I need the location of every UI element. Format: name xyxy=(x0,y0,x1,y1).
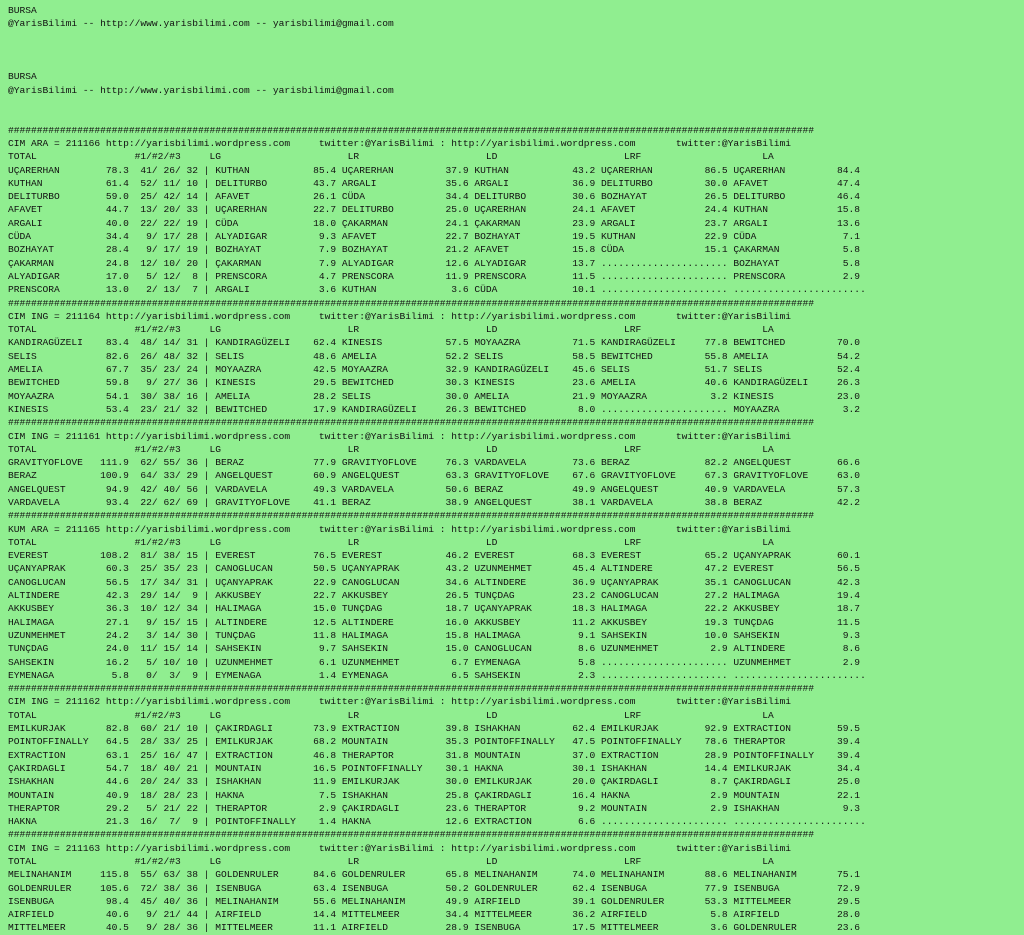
document-line: KINESIS 53.4 23/ 21/ 32 | BEWITCHED 17.9 KANDIRAGÜZELI 26.3 BEWITCHED 8.0 ...................... MOYAAZRA 3.2 xyxy=(8,403,861,415)
document-line: TOTAL #1/#2/#3 LG LR LD LRF LA xyxy=(8,324,774,336)
document-line: EYMENAGA 5.8 0/ 3/ 9 | EYMENAGA 1.4 EYMENAGA 6.5 SAHSEKIN 2.3 ...................... ....................... xyxy=(8,669,866,681)
document-line: ANGELQUEST 94.9 42/ 40/ 56 | VARDAVELA 49.3 VARDAVELA 50.6 BERAZ 49.9 ANGELQUEST 40.9 VARDAVELA 57.3 xyxy=(8,483,861,495)
document-line: SAHSEKIN 16.2 5/ 10/ 10 | UZUNMEHMET 6.1 UZUNMEHMET 6.7 EYMENAGA 5.8 ...................... UZUNMEHMET 2.9 xyxy=(8,656,861,668)
document-line: GRAVITYOFLOVE 111.9 62/ 55/ 36 | BERAZ 77.9 GRAVITYOFLOVE 76.3 VARDAVELA 73.6 BERAZ 82.2 ANGELQUEST 66.6 xyxy=(8,457,861,469)
document-line: MELINAHANIM 115.8 55/ 63/ 38 | GOLDENRULER 84.6 GOLDENRULER 65.8 MELINAHANIM 74.0 MELINAHANIM 88.6 MELINAHANIM 75.1 xyxy=(8,869,861,881)
document-line: GOLDENRULER 105.6 72/ 38/ 36 | ISENBUGA 63.4 ISENBUGA 50.2 GOLDENRULER 62.4 ISENBUGA 77.9 ISENBUGA 72.9 xyxy=(8,882,861,894)
document-line: ############################################################################################################################################ xyxy=(8,297,815,309)
document-line: AFAVET 44.7 13/ 20/ 33 | UÇARERHAN 22.7 DELITURBO 25.0 UÇARERHAN 24.1 AFAVET 24.4 KUTHAN 15.8 xyxy=(8,204,861,216)
document-line: ÇAKIRDAGLI 54.7 18/ 40/ 21 | MOUNTAIN 16.5 POINTOFFINALLY 30.1 HAKNA 30.1 ISHAKHAN 14.4 EMILKURJAK 34.4 xyxy=(8,762,861,774)
document-line: @YarisBilimi -- http://www.yarisbilimi.com -- yarisbilimi@gmail.com xyxy=(8,18,394,30)
document-line: BOZHAYAT 28.4 9/ 17/ 19 | BOZHAYAT 7.9 BOZHAYAT 21.2 AFAVET 15.8 CÜDA 15.1 ÇAKARMAN 5.8 xyxy=(8,244,861,256)
document-line: MOUNTAIN 40.9 18/ 28/ 23 | HAKNA 7.5 ISHAKHAN 25.8 ÇAKIRDAGLI 16.4 HAKNA 2.9 MOUNTAIN 22.1 xyxy=(8,789,861,801)
document-line: BEWITCHED 59.8 9/ 27/ 36 | KINESIS 29.5 BEWITCHED 30.3 KINESIS 23.6 AMELIA 40.6 KANDIRAGÜZELI 26.3 xyxy=(8,377,861,389)
document-line: TOTAL #1/#2/#3 LG LR LD LRF LA xyxy=(8,151,774,163)
document-line: ############################################################################################################################################ xyxy=(8,417,815,429)
document-line: CIM ING = 211162 http://yarisbilimi.wordpress.com twitter:@YarisBilimi : http://yarisbilimi.wordpress.com twitter:@YarisBilimi xyxy=(8,696,791,708)
document-line: CIM ING = 211163 http://yarisbilimi.wordpress.com twitter:@YarisBilimi : http://yarisbilimi.wordpress.com twitter:@YarisBilimi xyxy=(8,842,791,854)
document-line: VARDAVELA 93.4 22/ 62/ 69 | GRAVITYOFLOVE 41.1 BERAZ 38.9 ANGELQUEST 38.1 VARDAVELA 38.8 BERAZ 42.2 xyxy=(8,496,861,508)
document-line: MITTELMEER 40.5 9/ 28/ 36 | MITTELMEER 11.1 AIRFIELD 28.9 ISENBUGA 17.5 MITTELMEER 3.6 GOLDENRULER 23.6 xyxy=(8,922,861,934)
document-line: ############################################################################################################################################ xyxy=(8,510,815,522)
document-line: BERAZ 100.9 64/ 33/ 29 | ANGELQUEST 60.9 ANGELQUEST 63.3 GRAVITYOFLOVE 67.6 GRAVITYOFLOVE 67.3 GRAVITYOFLOVE 63.0 xyxy=(8,470,861,482)
document-line: CIM ING = 211161 http://yarisbilimi.wordpress.com twitter:@YarisBilimi : http://yarisbilimi.wordpress.com twitter:@YarisBilimi xyxy=(8,430,791,442)
document-line xyxy=(8,97,1024,110)
document-line: UÇARERHAN 78.3 41/ 26/ 32 | KUTHAN 85.4 UÇARERHAN 37.9 KUTHAN 43.2 UÇARERHAN 86.5 UÇARERHAN 84.4 xyxy=(8,164,861,176)
document-line: CIM ING = 211164 http://yarisbilimi.wordpress.com twitter:@YarisBilimi : http://yarisbilimi.wordpress.com twitter:@YarisBilimi xyxy=(8,310,791,322)
document-line xyxy=(8,110,1024,123)
document-line: EMILKURJAK 82.8 60/ 21/ 10 | ÇAKIRDAGLI 73.9 EXTRACTION 39.8 ISHAKHAN 62.4 EMILKURJAK 92.9 EXTRACTION 59.5 xyxy=(8,723,861,735)
document-line: TOTAL #1/#2/#3 LG LR LD LRF LA xyxy=(8,709,774,721)
document-line: ISHAKHAN 44.6 20/ 24/ 33 | ISHAKHAN 11.9 EMILKURJAK 30.0 EMILKURJAK 20.0 ÇAKIRDAGLI 8.7 ÇAKIRDAGLI 25.0 xyxy=(8,776,861,788)
document-line: ARGALI 40.0 22/ 22/ 19 | CÜDA 18.0 ÇAKARMAN 24.1 ÇAKARMAN 23.9 ARGALI 23.7 ARGALI 13.6 xyxy=(8,217,861,229)
document-line: KUM ARA = 211165 http://yarisbilimi.wordpress.com twitter:@YarisBilimi : http://yarisbilimi.wordpress.com twitter:@YarisBilimi xyxy=(8,523,791,535)
document-line: EVEREST 108.2 81/ 38/ 15 | EVEREST 76.5 EVEREST 46.2 EVEREST 68.3 EVEREST 65.2 UÇANYAPRAK 60.1 xyxy=(8,550,861,562)
document-line: UZUNMEHMET 24.2 3/ 14/ 30 | TUNÇDAG 11.8 HALIMAGA 15.8 HALIMAGA 9.1 SAHSEKIN 10.0 SAHSEKIN 9.3 xyxy=(8,629,861,641)
document-line: ÇAKARMAN 24.8 12/ 10/ 20 | ÇAKARMAN 7.9 ALYADIGAR 12.6 ALYADIGAR 13.7 ...................... BOZHAYAT 5.8 xyxy=(8,257,861,269)
document-line xyxy=(8,44,1024,57)
document-line: ############################################################################################################################################ xyxy=(8,124,815,136)
document-line: @YarisBilimi -- http://www.yarisbilimi.com -- yarisbilimi@gmail.com xyxy=(8,84,394,96)
document-line: AIRFIELD 40.6 9/ 21/ 44 | AIRFIELD 14.4 MITTELMEER 34.4 MITTELMEER 36.2 AIRFIELD 5.8 AIRFIELD 28.0 xyxy=(8,909,861,921)
document-line: HALIMAGA 27.1 9/ 15/ 15 | ALTINDERE 12.5 ALTINDERE 16.0 AKKUSBEY 11.2 AKKUSBEY 19.3 TUNÇDAG 11.5 xyxy=(8,616,861,628)
document-line: ALYADIGAR 17.0 5/ 12/ 8 | PRENSCORA 4.7 PRENSCORA 11.9 PRENSCORA 11.5 ...................... PRENSCORA 2.9 xyxy=(8,270,861,282)
document-line: SELIS 82.6 26/ 48/ 32 | SELIS 48.6 AMELIA 52.2 SELIS 58.5 BEWITCHED 55.8 AMELIA 54.2 xyxy=(8,350,861,362)
document-line: EXTRACTION 63.1 25/ 16/ 47 | EXTRACTION 46.8 THERAPTOR 31.8 MOUNTAIN 37.0 EXTRACTION 28.9 POINTOFFINALLY 39.4 xyxy=(8,749,861,761)
document-line: BURSA xyxy=(8,5,37,16)
document-line: POINTOFFINALLY 64.5 28/ 33/ 25 | EMILKURJAK 68.2 MOUNTAIN 35.3 POINTOFFINALLY 47.5 POINTOFFINALLY 78.6 THERAPTOR 39.4 xyxy=(8,736,861,748)
document-line: UÇANYAPRAK 60.3 25/ 35/ 23 | CANOGLUCAN 50.5 UÇANYAPRAK 43.2 UZUNMEHMET 45.4 ALTINDERE 47.2 EVEREST 56.5 xyxy=(8,563,861,575)
document-line: ALTINDERE 42.3 29/ 14/ 9 | AKKUSBEY 22.7 AKKUSBEY 26.5 TUNÇDAG 23.2 CANOGLUCAN 27.2 HALIMAGA 19.4 xyxy=(8,590,861,602)
document-line: TUNÇDAG 24.0 11/ 15/ 14 | SAHSEKIN 9.7 SAHSEKIN 15.0 CANOGLUCAN 8.6 UZUNMEHMET 2.9 ALTINDERE 8.6 xyxy=(8,643,861,655)
document-line: CIM ARA = 211166 http://yarisbilimi.wordpress.com twitter:@YarisBilimi : http://yarisbilimi.wordpress.com twitter:@YarisBilimi xyxy=(8,137,791,149)
document-line: TOTAL #1/#2/#3 LG LR LD LRF LA xyxy=(8,536,774,548)
document-line: CANOGLUCAN 56.5 17/ 34/ 31 | UÇANYAPRAK 22.9 CANOGLUCAN 34.6 ALTINDERE 36.9 UÇANYAPRAK 35.1 CANOGLUCAN 42.3 xyxy=(8,576,861,588)
document-line: ISENBUGA 98.4 45/ 40/ 36 | MELINAHANIM 55.6 MELINAHANIM 49.9 AIRFIELD 39.1 GOLDENRULER 53.3 MITTELMEER 29.5 xyxy=(8,895,861,907)
document-line: TOTAL #1/#2/#3 LG LR LD LRF LA xyxy=(8,443,774,455)
document-line: DELITURBO 59.0 25/ 42/ 14 | AFAVET 26.1 CÜDA 34.4 DELITURBO 30.6 BOZHAYAT 26.5 DELITURBO 46.4 xyxy=(8,191,861,203)
document-line: HAKNA 21.3 16/ 7/ 9 | POINTOFFINALLY 1.4 HAKNA 12.6 EXTRACTION 6.6 ...................... ....................... xyxy=(8,816,866,828)
document-line: AKKUSBEY 36.3 10/ 12/ 34 | HALIMAGA 15.0 TUNÇDAG 18.7 UÇANYAPRAK 18.3 HALIMAGA 22.2 AKKUSBEY 18.7 xyxy=(8,603,861,615)
document-line: ############################################################################################################################################ xyxy=(8,683,815,695)
document-line: THERAPTOR 29.2 5/ 21/ 22 | THERAPTOR 2.9 ÇAKIRDAGLI 23.6 THERAPTOR 9.2 MOUNTAIN 2.9 ISHAKHAN 9.3 xyxy=(8,802,861,814)
document-line xyxy=(8,57,1024,70)
document-line: TOTAL #1/#2/#3 LG LR LD LRF LA xyxy=(8,856,774,867)
document-line xyxy=(8,31,1024,44)
document-line: BURSA xyxy=(8,71,37,83)
document-line: CÜDA 34.4 9/ 17/ 28 | ALYADIGAR 9.3 AFAVET 22.7 BOZHAYAT 19.5 KUTHAN 22.9 CÜDA 7.1 xyxy=(8,231,861,243)
document-line: MOYAAZRA 54.1 30/ 38/ 16 | AMELIA 28.2 SELIS 30.0 AMELIA 21.9 MOYAAZRA 3.2 KINESIS 23.0 xyxy=(8,390,861,402)
document-line: PRENSCORA 13.0 2/ 13/ 7 | ARGALI 3.6 KUTHAN 3.6 CÜDA 10.1 ...................... ....................... xyxy=(8,284,866,296)
document-line: AMELIA 67.7 35/ 23/ 24 | MOYAAZRA 42.5 MOYAAZRA 32.9 KANDIRAGÜZELI 45.6 SELIS 51.7 SELIS 52.4 xyxy=(8,364,861,376)
document-line: KANDIRAGÜZELI 83.4 48/ 14/ 31 | KANDIRAGÜZELI 62.4 KINESIS 57.5 MOYAAZRA 71.5 KANDIRAGÜZELI 77.8 BEWITCHED 70.0 xyxy=(8,337,861,349)
document-line: ############################################################################################################################################ xyxy=(8,829,815,841)
document-line: KUTHAN 61.4 52/ 11/ 10 | DELITURBO 43.7 ARGALI 35.6 ARGALI 36.9 DELITURBO 30.0 AFAVET 47.4 xyxy=(8,177,861,189)
